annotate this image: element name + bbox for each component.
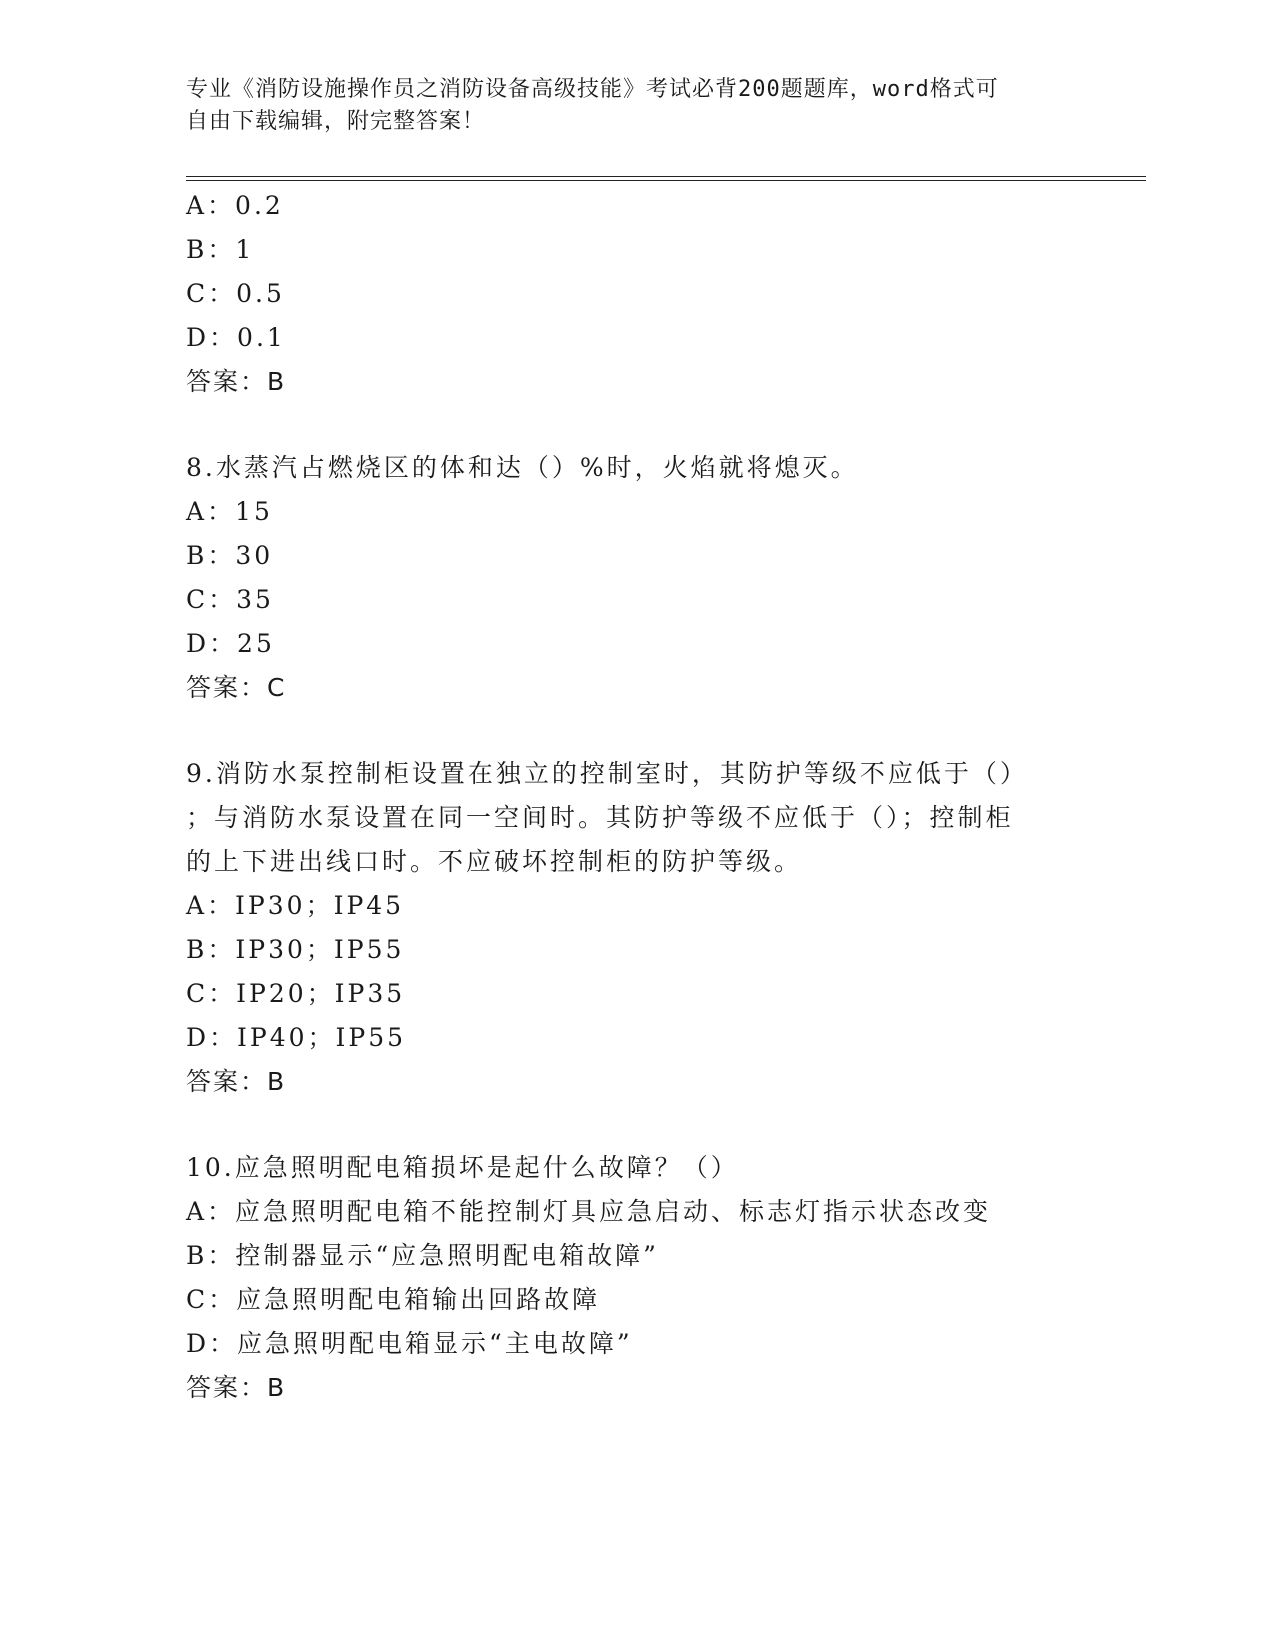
q9-option-d: D：IP40；IP55 [186,1023,407,1052]
q10-option-a: A：应急照明配电箱不能控制灯具应急启动、标志灯指示状态改变 [186,1197,992,1226]
q9-stem-line-3: 的上下进出线口时。不应破坏控制柜的防护等级。 [186,847,803,876]
q8-option-c: C：35 [186,585,274,614]
q9-stem-line-2: ；与消防水泵设置在同一空间时。其防护等级不应低于（）；控制柜 [186,803,1014,832]
q8-answer: 答案：C [186,673,287,702]
q7-option-d: D：0.1 [186,323,286,352]
q7-answer: 答案：B [186,367,287,396]
q9-option-b: B：IP30；IP55 [186,935,405,964]
q9-option-a: A：IP30；IP45 [186,891,405,920]
q8-stem: 8.水蒸汽占燃烧区的体和达（）%时，火焰就将熄灭。 [186,453,859,482]
q8-option-d: D：25 [186,629,275,658]
header-line-2: 自由下载编辑，附完整答案！ [186,109,486,134]
q7-option-b: B：1 [186,235,255,264]
q8-option-b: B：30 [186,541,274,570]
q9-stem-line-1: 9.消防水泵控制柜设置在独立的控制室时，其防护等级不应低于（） [186,759,1028,788]
q10-option-b: B：控制器显示“应急照明配电箱故障” [186,1241,659,1270]
document-header [186,74,1076,138]
q7-option-c: C：0.5 [186,279,285,308]
q8-option-a: A：15 [186,497,273,526]
header-line-1: 专业《消防设施操作员之消防设备高级技能》考试必背200题题库，word格式可 [186,77,999,102]
q10-stem: 10.应急照明配电箱损坏是起什么故障？（） [186,1153,739,1182]
q10-option-c: C：应急照明配电箱输出回路故障 [186,1285,601,1314]
q9-answer: 答案：B [186,1067,287,1096]
q7-option-a: A：0.2 [186,191,284,220]
header-divider [186,176,1146,181]
q9-option-c: C：IP20；IP35 [186,979,406,1008]
q10-answer: 答案：B [186,1373,287,1402]
q10-option-d: D：应急照明配电箱显示“主电故障” [186,1329,633,1358]
